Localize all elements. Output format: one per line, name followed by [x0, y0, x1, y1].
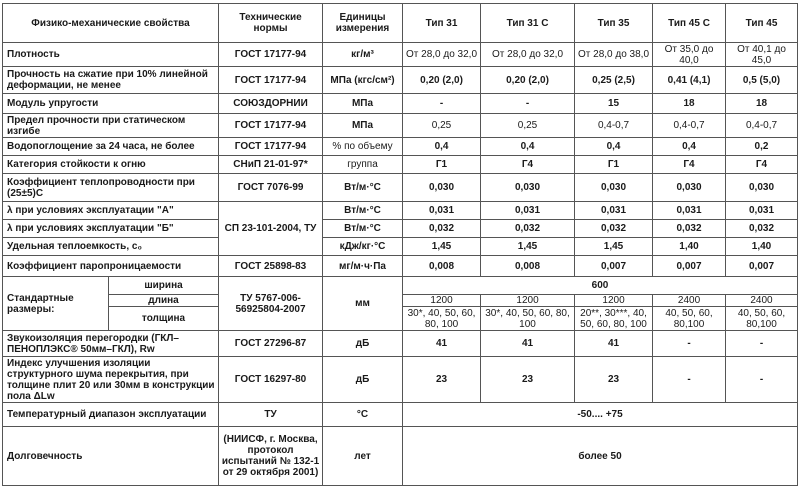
cell-value: 41	[575, 331, 653, 357]
cell-value: 0,007	[726, 256, 798, 277]
cell-value: 1,45	[481, 238, 575, 256]
cell-value: От 40,1 до 45,0	[726, 43, 798, 67]
cell-value: 0,031	[575, 202, 653, 220]
cell-value: 0,4	[481, 138, 575, 156]
row-norm-lambda: СП 23-101-2004, ТУ	[219, 202, 323, 256]
cell-value: -	[726, 357, 798, 403]
cell-value: -	[403, 94, 481, 114]
row-label: λ при условиях эксплуатации "А"	[3, 202, 219, 220]
row-norm: СНиП 21-01-97*	[219, 156, 323, 174]
cell-value: Г4	[653, 156, 726, 174]
cell-value: 0,031	[481, 202, 575, 220]
cell-value: 0,008	[481, 256, 575, 277]
cell-value: От 35,0 до 40,0	[653, 43, 726, 67]
cell-value: 23	[403, 357, 481, 403]
header-type-45c: Тип 45 С	[653, 4, 726, 43]
row-unit: МПа	[323, 94, 403, 114]
row-norm: ГОСТ 27296-87	[219, 331, 323, 357]
cell-value: 1,45	[575, 238, 653, 256]
cell-value: 20**, 30***, 40, 50, 60, 80, 100	[575, 307, 653, 331]
row-label: Температурный диапазон эксплуатации	[3, 403, 219, 427]
sizes-length-label: длина	[109, 295, 219, 307]
cell-value: 1200	[575, 295, 653, 307]
row-unit: кг/м³	[323, 43, 403, 67]
row-norm: ГОСТ 16297-80	[219, 357, 323, 403]
cell-value: От 28,0 до 32,0	[481, 43, 575, 67]
cell-value: 0,032	[481, 220, 575, 238]
table-row-elasticity	[3, 94, 798, 114]
sizes-width-value: 600	[403, 277, 798, 295]
cell-value: 0,4-0,7	[653, 114, 726, 138]
row-label: Долговечность	[3, 427, 219, 486]
sizes-norm: ТУ 5767-006-56925804-2007	[219, 277, 323, 331]
row-label: Плотность	[3, 43, 219, 67]
cell-value: Г1	[575, 156, 653, 174]
cell-value: 23	[481, 357, 575, 403]
cell-value: 0,4-0,7	[575, 114, 653, 138]
table-row-durability	[3, 427, 798, 486]
cell-value: 0,030	[726, 174, 798, 202]
cell-value: 0,030	[575, 174, 653, 202]
row-label: Звукоизоляция перегородки (ГКЛ–ПЕНОПЛЭКС® 50мм–ГКЛ), Rw	[3, 331, 219, 357]
cell-value: 0,25 (2,5)	[575, 67, 653, 94]
row-unit: лет	[323, 427, 403, 486]
table-row-sizes-width	[3, 277, 798, 295]
cell-value: 18	[726, 94, 798, 114]
row-label: λ при условиях эксплуатации "Б"	[3, 220, 219, 238]
row-unit: кДж/кг·°С	[323, 238, 403, 256]
cell-value: 0,2	[726, 138, 798, 156]
cell-value: 0,032	[403, 220, 481, 238]
cell-value: 0,030	[653, 174, 726, 202]
row-unit: °С	[323, 403, 403, 427]
header-norms: Технические нормы	[219, 4, 323, 43]
sizes-width-label: ширина	[109, 277, 219, 295]
cell-value: 0,032	[575, 220, 653, 238]
table-row-lambda-b	[3, 220, 798, 238]
cell-value: 30*, 40, 50, 60, 80, 100	[403, 307, 481, 331]
cell-value: 0,008	[403, 256, 481, 277]
row-norm: ГОСТ 17177-94	[219, 43, 323, 67]
header-units: Единицы измерения	[323, 4, 403, 43]
cell-value: 41	[481, 331, 575, 357]
cell-value: 0,031	[653, 202, 726, 220]
cell-value: 30*, 40, 50, 60, 80, 100	[481, 307, 575, 331]
row-label: Индекс улучшения изоляции структурного шума перекрытия, при толщине плит 20 или 30мм в конструкции пола ΔLw	[3, 357, 219, 403]
row-label: Коэффициент паропроницаемости	[3, 256, 219, 277]
row-label: Водопоглощение за 24 часа, не более	[3, 138, 219, 156]
row-label: Предел прочности при статическом изгибе	[3, 114, 219, 138]
row-norm: ГОСТ 17177-94	[219, 138, 323, 156]
table-row-structural-noise	[3, 357, 798, 403]
row-unit: МПа	[323, 114, 403, 138]
table-row-compression	[3, 67, 798, 94]
cell-value: 0,007	[575, 256, 653, 277]
row-norm: ГОСТ 17177-94	[219, 67, 323, 94]
table-row-density	[3, 43, 798, 67]
cell-value: 0,030	[403, 174, 481, 202]
cell-value: 0,032	[653, 220, 726, 238]
durability-value: более 50	[403, 427, 798, 486]
row-label: Модуль упругости	[3, 94, 219, 114]
row-norm: ГОСТ 17177-94	[219, 114, 323, 138]
table-row-vapour-permeability	[3, 256, 798, 277]
table-row-fire-category	[3, 156, 798, 174]
table-row-temperature	[3, 403, 798, 427]
cell-value: 0,031	[403, 202, 481, 220]
cell-value: Г4	[481, 156, 575, 174]
header-type-31: Тип 31	[403, 4, 481, 43]
row-norm: ГОСТ 7076-99	[219, 174, 323, 202]
cell-value: 0,25	[481, 114, 575, 138]
header-type-35: Тип 35	[575, 4, 653, 43]
table-row-lambda-a	[3, 202, 798, 220]
row-label: Удельная теплоемкость, с₀	[3, 238, 219, 256]
cell-value: 1,45	[403, 238, 481, 256]
cell-value: 0,4	[575, 138, 653, 156]
cell-value: 0,4-0,7	[726, 114, 798, 138]
temperature-value: -50.... +75	[403, 403, 798, 427]
cell-value: 1,40	[653, 238, 726, 256]
cell-value: 0,4	[653, 138, 726, 156]
cell-value: 0,25	[403, 114, 481, 138]
row-unit: МПа (кгс/см²)	[323, 67, 403, 94]
sizes-thickness-label: толщина	[109, 307, 219, 331]
cell-value: 18	[653, 94, 726, 114]
cell-value: 41	[403, 331, 481, 357]
row-unit: Вт/м·°С	[323, 174, 403, 202]
row-norm: (НИИСФ, г. Москва, протокол испытаний № 132-1 от 29 октября 2001)	[219, 427, 323, 486]
table-row-bending	[3, 114, 798, 138]
cell-value: 40, 50, 60, 80,100	[653, 307, 726, 331]
row-unit: дБ	[323, 357, 403, 403]
row-label: Коэффициент теплопроводности при (25±5)С	[3, 174, 219, 202]
header-type-45: Тип 45	[726, 4, 798, 43]
cell-value: 1,40	[726, 238, 798, 256]
cell-value: 0,41 (4,1)	[653, 67, 726, 94]
cell-value: 1200	[481, 295, 575, 307]
cell-value: 40, 50, 60, 80,100	[726, 307, 798, 331]
cell-value: -	[481, 94, 575, 114]
cell-value: 2400	[726, 295, 798, 307]
cell-value: -	[726, 331, 798, 357]
cell-value: 23	[575, 357, 653, 403]
cell-value: От 28,0 до 38,0	[575, 43, 653, 67]
table-row-thermal-conductivity	[3, 174, 798, 202]
cell-value: От 28,0 до 32,0	[403, 43, 481, 67]
cell-value: Г1	[403, 156, 481, 174]
row-unit: % по объему	[323, 138, 403, 156]
cell-value: 0,4	[403, 138, 481, 156]
cell-value: 0,007	[653, 256, 726, 277]
cell-value: 1200	[403, 295, 481, 307]
header-property: Физико-механические свойства	[3, 4, 219, 43]
cell-value: -	[653, 331, 726, 357]
cell-value: -	[653, 357, 726, 403]
row-unit: Вт/м·°С	[323, 202, 403, 220]
header-row	[3, 4, 798, 43]
cell-value: 0,030	[481, 174, 575, 202]
row-label: Прочность на сжатие при 10% линейной деформации, не менее	[3, 67, 219, 94]
row-label: Категория стойкости к огню	[3, 156, 219, 174]
sizes-unit: мм	[323, 277, 403, 331]
row-norm: СОЮЗДОРНИИ	[219, 94, 323, 114]
table-row-sound-insulation	[3, 331, 798, 357]
row-norm: ГОСТ 25898-83	[219, 256, 323, 277]
header-type-31c: Тип 31 С	[481, 4, 575, 43]
row-unit: дБ	[323, 331, 403, 357]
cell-value: Г4	[726, 156, 798, 174]
cell-value: 0,20 (2,0)	[403, 67, 481, 94]
cell-value: 0,20 (2,0)	[481, 67, 575, 94]
cell-value: 2400	[653, 295, 726, 307]
row-norm: ТУ	[219, 403, 323, 427]
cell-value: 0,031	[726, 202, 798, 220]
cell-value: 15	[575, 94, 653, 114]
properties-table	[2, 3, 798, 486]
table-row-heat-capacity	[3, 238, 798, 256]
sizes-label: Стандартные размеры:	[3, 277, 109, 331]
cell-value: 0,5 (5,0)	[726, 67, 798, 94]
row-unit: Вт/м·°С	[323, 220, 403, 238]
row-unit: мг/м·ч·Па	[323, 256, 403, 277]
cell-value: 0,032	[726, 220, 798, 238]
row-unit: группа	[323, 156, 403, 174]
table-row-water-absorption	[3, 138, 798, 156]
